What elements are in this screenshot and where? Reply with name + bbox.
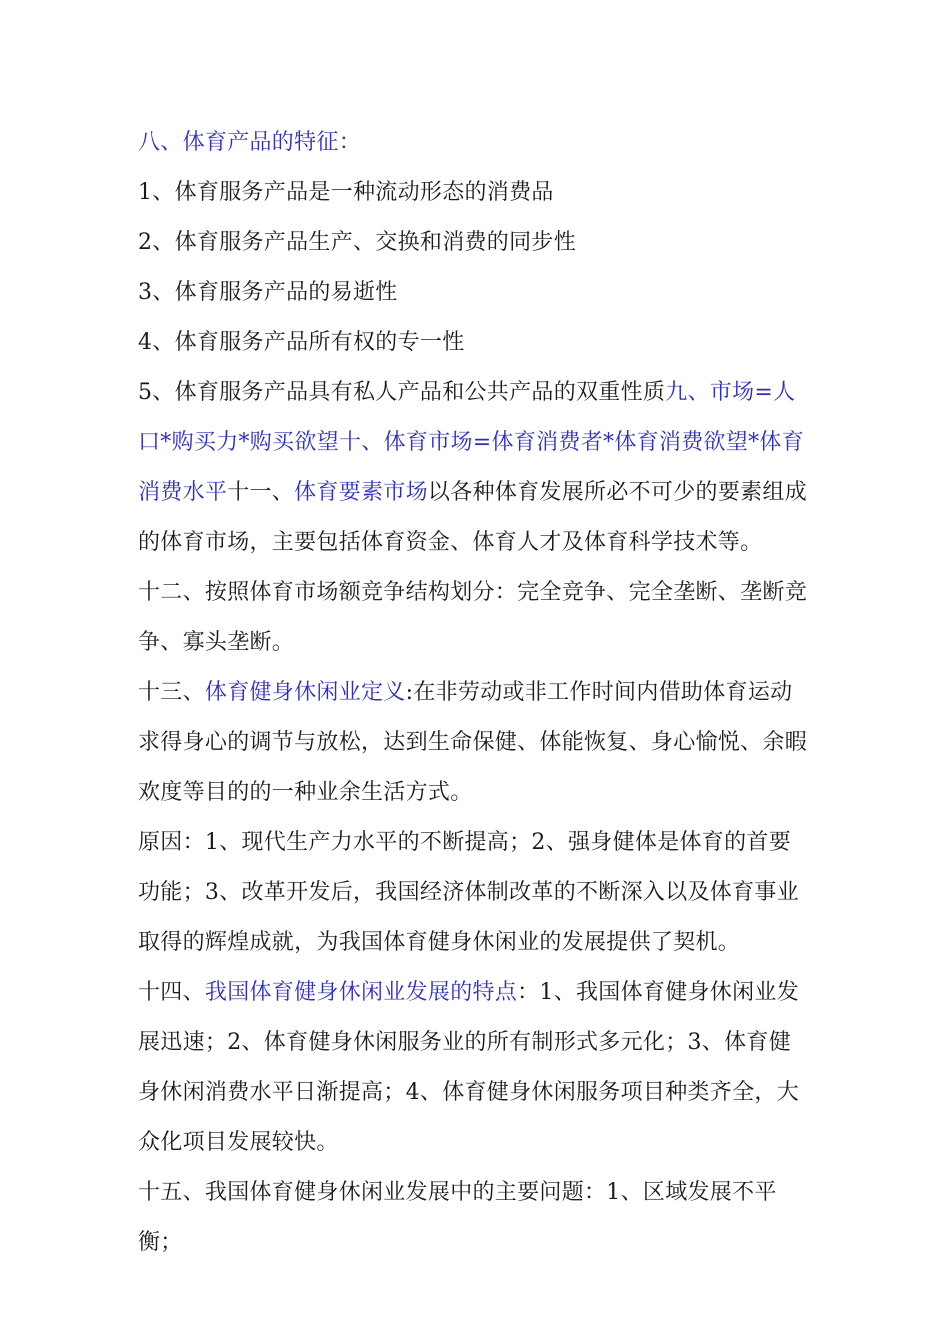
highlight-text: 体育要素市场 bbox=[294, 480, 428, 505]
paragraph-13 bbox=[138, 668, 812, 818]
highlight-text: 体育健身休闲业定义 bbox=[204, 680, 406, 705]
text-run: 十四、 bbox=[138, 980, 205, 1005]
paragraph-reasons: 原因：1、现代生产力水平的不断提高；2、强身健体是体育的首要功能；3、改革开发后，我国经济体制改革的不断深入以及体育事业取得的辉煌成就，为我国体育健身休闲业的发展提供了契机。 bbox=[138, 830, 799, 955]
highlight-text: 九、市场=人口*购买力*购买欲望十、体育市场=体育消费者*体育消费欲望*体育消费水平 bbox=[138, 380, 805, 505]
paragraph-12: 十二、按照体育市场额竞争结构划分：完全竞争、完全垄断、垄断竞争、寡头垄断。 bbox=[138, 580, 808, 655]
text-run: 5、体育服务产品具有私人产品和公共产品的双重性质 bbox=[138, 380, 666, 405]
text-run: :在非劳动或非工作时间内借助体育运动求得身心的调节与放松，达到生命保健、体能恢复、身心愉悦、余暇欢度等目的的一种业余生活方式。 bbox=[138, 680, 808, 805]
text-run: 十一、 bbox=[227, 480, 295, 505]
paragraph-15: 十五、我国体育健身休闲业发展中的主要问题：1、区域发展不平衡； bbox=[138, 1180, 777, 1255]
paragraph-5 bbox=[138, 368, 812, 568]
paragraph-14 bbox=[138, 968, 812, 1168]
text-run: 十三、 bbox=[138, 680, 205, 705]
list-item: 4、体育服务产品所有权的专一性 bbox=[138, 330, 465, 355]
highlight-text: 我国体育健身休闲业发展的特点 bbox=[204, 980, 518, 1005]
list-item: 2、体育服务产品生产、交换和消费的同步性 bbox=[138, 230, 576, 255]
text-run: ：1、我国体育健身休闲业发展迅速；2、体育健身休闲服务业的所有制形式多元化；3、体育健身休闲消费水平日渐提高；4、体育健身休闲服务项目种类齐全，大众化项目发展较快。 bbox=[138, 980, 800, 1155]
list-item: 3、体育服务产品的易逝性 bbox=[138, 280, 398, 305]
text-run: 以各种体育发展所必不可少的要素组成的体育市场，主要包括体育资金、体育人才及体育科学技术等。 bbox=[138, 480, 808, 555]
section-heading: 八、体育产品的特征： bbox=[138, 130, 362, 155]
list-item: 1、体育服务产品是一种流动形态的消费品 bbox=[138, 180, 554, 205]
